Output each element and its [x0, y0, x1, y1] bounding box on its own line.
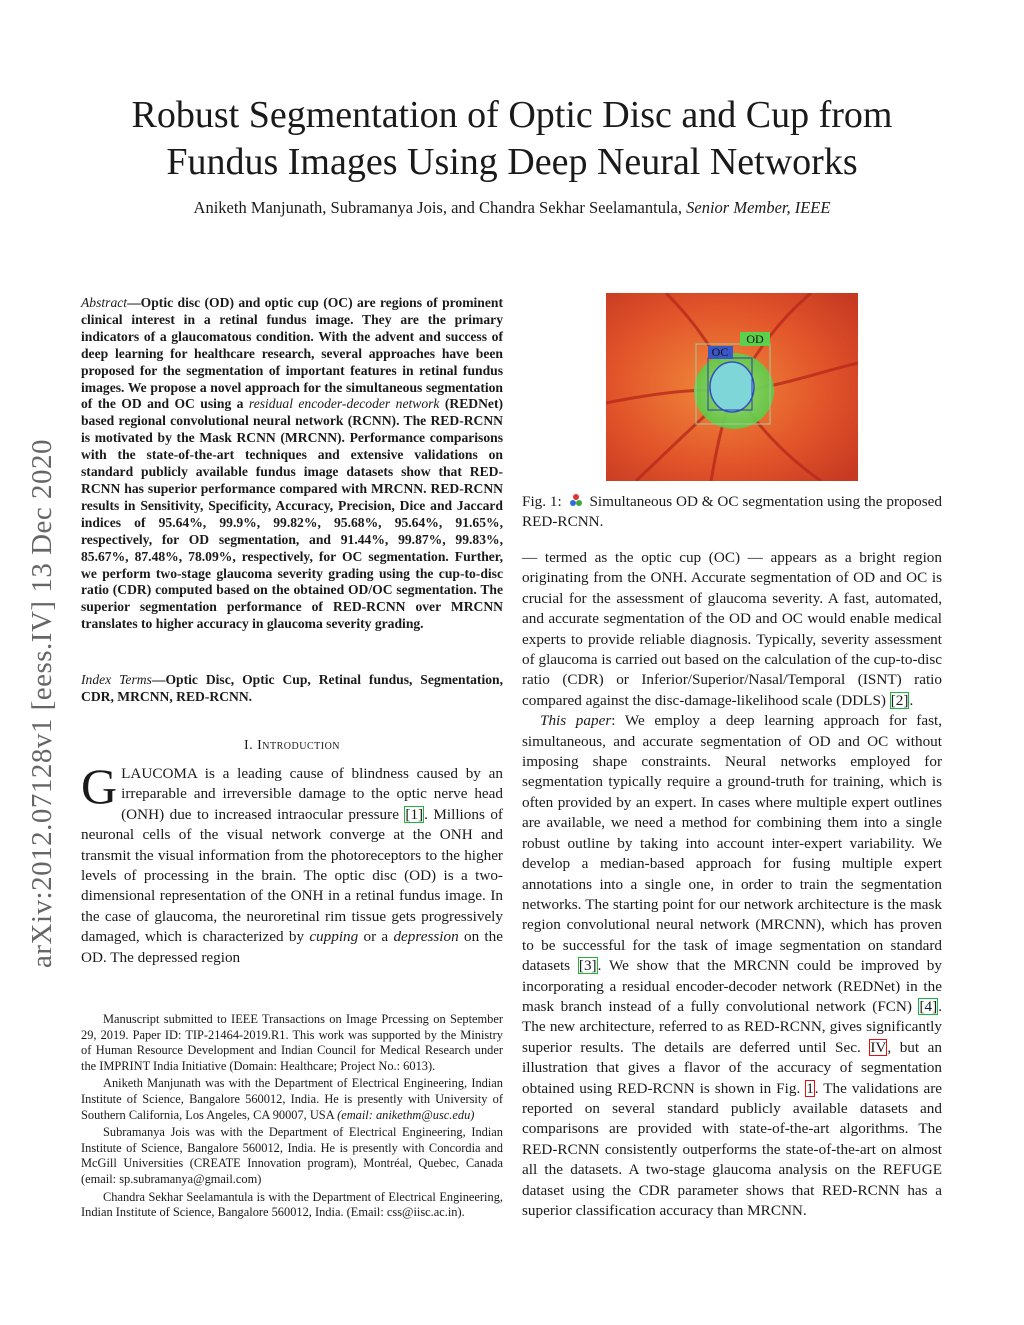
author-membership: Senior Member, IEEE — [686, 198, 831, 217]
author-list — [40, 198, 984, 218]
citation-link-2[interactable]: [2] — [890, 691, 909, 709]
right-p2-e: . The validations are reported on several standard publicly available datasets and comparisons are provided with state-of-the-art algorithms. The RED-RCNN consistently outperforms the state-of-the-art on almost all the datasets. A two-stage glaucoma analysis on the REFUGE dataset using the CDR parameter shows that RED-RCNN has a superior classification accuracy than MRCNN. — [522, 1079, 942, 1219]
caption-text: Simultaneous OD & OC segmentation using the proposed RED-RCNN. — [522, 493, 943, 531]
title-line-2: Fundus Images Using Deep Neural Networks — [166, 141, 858, 183]
intro-italic-1: cupping — [309, 928, 359, 946]
oc-label: OC — [711, 345, 729, 359]
abstract-italic: residual encoder-decoder network — [248, 396, 440, 412]
figure-ref-link[interactable]: 1 — [806, 1079, 814, 1097]
intro-text-a: LAUCOMA is a leading cause of blindness caused by an irreparable and irreversible damage to the optic nerve head (ONH) due to increased intraocular pressure — [121, 765, 503, 823]
intro-italic-2: depression — [393, 928, 459, 946]
optic-cup-mask — [710, 362, 754, 412]
fundus-image — [606, 293, 858, 481]
footnote-author-2: Subramanya Jois was with the Department of Electrical Engineering, Indian Institute of Science, Bangalore 560012, India. He is presently with Concordia and McGill Universities (CREATE Innovation program), Montréal, Quebec, Canada (email: sp.subramanya@gmail.com) — [81, 1125, 503, 1186]
citation-link-1[interactable]: [1] — [405, 805, 424, 823]
footnotes — [81, 1012, 503, 1223]
citation-link-4[interactable]: [4] — [919, 997, 938, 1015]
intro-text-c: or a — [358, 928, 394, 946]
paper-title — [40, 92, 984, 186]
intro-text-d: on the OD. The depressed region — [81, 928, 503, 966]
figure-caption — [522, 492, 942, 533]
footnote-manuscript: Manuscript submitted to IEEE Transactions on Image Prcessing on September 29, 2019. Paper ID: TIP-21464-2019.R1. This work was supported by the Ministry of Human Resource Development and Indian Council for Medical Research under the IMPRINT India Initiative (Domain: Healthcare; Project No.: 6013). — [81, 1012, 503, 1073]
right-paragraph-1 — [522, 548, 942, 711]
section-number: I. — [243, 738, 254, 753]
right-p2-c: . The new architecture, referred to as RED-RCNN, gives significantly superior results. The details are deferred until Sec. — [522, 997, 942, 1056]
right-paragraph-2 — [522, 711, 942, 1221]
index-terms-label: Index Terms — [81, 672, 152, 687]
footnote-author-3: Chandra Sekhar Seelamantula is with the Department of Electrical Engineering, Indian Institute of Science, Bangalore 560012, India. (Email: css@iisc.ac.in). — [81, 1189, 503, 1220]
intro-paragraph — [81, 758, 503, 968]
footnote-author-1-email: (email: anikethm@usc.edu) — [337, 1107, 475, 1122]
section-title: Introduction — [257, 738, 341, 753]
right-p1-text: — termed as the optic cup (OC) — appears as a bright region originating from the ONH. Accurate segmentation of OD and OC is crucial for the assessment of glaucoma severity. A fast, automated, and accurate segmentation of the OD and OC would enable medical experts to provide reliable diagnosis. Typically, severity assessment of glaucoma is carried out based on the calculation of the cup-to-disc ratio (CDR) or Inferior/Superior/Nasal/Temporal (ISNT) ratio compared against the disc-damage-likelihood scale (DDLS) — [522, 549, 942, 709]
authors-names: Aniketh Manjunath, Subramanya Jois, and Chandra Sekhar Seelamantula, — [193, 198, 682, 217]
citation-link-3[interactable]: [3] — [578, 957, 597, 975]
right-p2-a: : We employ a deep learning approach for fast, simultaneous, and accurate segmentation of OD and OC without imposing shape constraints. Neural networks employed for segmentation typically require a ground-truth for training, which is often provided by an expert. In cases where multiple expert outlines are available, we need a method for combining them into a single robust outline by taking into account inter-expert variability. We develop a median-based approach for fusing multiple expert annotations into a single one, in order to train the segmentation networks. The starting point for our network architecture is the mask region convolutional neural network (MRCNN), which has proven to be successful for the task of image segmentation on standard datasets — [522, 712, 942, 975]
fundus-figure — [606, 293, 858, 481]
footnote-author-1 — [81, 1076, 503, 1123]
abstract-label: Abstract — [81, 295, 128, 310]
this-paper-label: This paper — [540, 712, 612, 730]
section-heading — [81, 738, 503, 754]
abstract-text-2: (REDNet) based regional convolutional neural network (RCNN). The RED-RCNN is motivated by the Mask RCNN (MRCNN). Performance comparisons with the state-of-the-art techniques and extensive validations on standard publicly available fundus image datasets show that RED-RCNN has superior performance compared with MRCNN. RED-RCNN results in Sensitivity, Specificity, Accuracy, Precision, Dice and Jaccard indices of 95.64%, 99.9%, 99.82%, 95.68%, 95.64%, 91.65%, respectively, for OD segmentation, and 91.44%, 99.87%, 99.83%, 85.67%, 87.48%, 78.09%, respectively, for OC segmentation. Further, we perform two-stage glaucoma severity grading using the cup-to-disc ratio (CDR) computed based on the obtained OD/OC segmentation. The superior segmentation performance of RED-RCNN over MRCNN translates to higher accuracy in glaucoma severity grading. — [81, 396, 504, 632]
right-p1-end: . — [909, 691, 914, 709]
abstract-text-1: —Optic disc (OD) and optic cup (OC) are regions of prominent clinical interest in a retinal fundus image. They are the primary indicators of a glaucomatous condition. With the advent and success of deep learning for healthcare research, several approaches have been proposed for the segmentation of important features in retinal fundus images. We propose a novel approach for the simultaneous segmentation of the OD and OC using a — [81, 295, 503, 412]
abstract — [81, 295, 503, 633]
right-column-text — [522, 548, 942, 1221]
od-label: OD — [746, 332, 764, 346]
dropcap: G — [81, 758, 118, 814]
section-ref-link[interactable]: IV — [870, 1038, 887, 1056]
title-line-1: Robust Segmentation of Optic Disc and Cup from — [131, 94, 893, 136]
caption-label: Fig. 1: — [522, 493, 562, 510]
intro-text-b: . Millions of neuronal cells of the visual network converge at the ONH and transmit the visual information from the photoreceptors to the higher levels of processing in the brain. The optic disc (OD) is a two-dimensional representation of the ONH in a retinal fundus image. In the case of glaucoma, the neuroretinal rim tissue gets progressively damaged, which is characterized by — [81, 805, 503, 946]
index-terms-text: —Optic Disc, Optic Cup, Retinal fundus, Segmentation, CDR, MRCNN, RED-RCNN. — [81, 672, 503, 704]
index-terms — [81, 672, 503, 706]
right-p2-b: . We show that the MRCNN could be improved by incorporating a residual encoder-decoder network (REDNet) in the mask branch instead of a fully convolutional network (FCN) — [522, 957, 942, 1015]
arxiv-stamp: arXiv:2012.07128v1 [eess.IV] 13 Dec 2020 — [26, 438, 58, 968]
right-p2-d: , but an illustration that gives a flavor of the accuracy of segmentation obtained using RED-RCNN is shown in Fig. — [522, 1038, 942, 1097]
footnote-author-1-text: Aniketh Manjunath was with the Department of Electrical Engineering, Indian Institute of Science, Bangalore 560012, India. He is presently with University of Southern California, Los Angeles, CA 90007, USA — [81, 1076, 503, 1122]
rgb-dots-icon — [569, 493, 583, 507]
